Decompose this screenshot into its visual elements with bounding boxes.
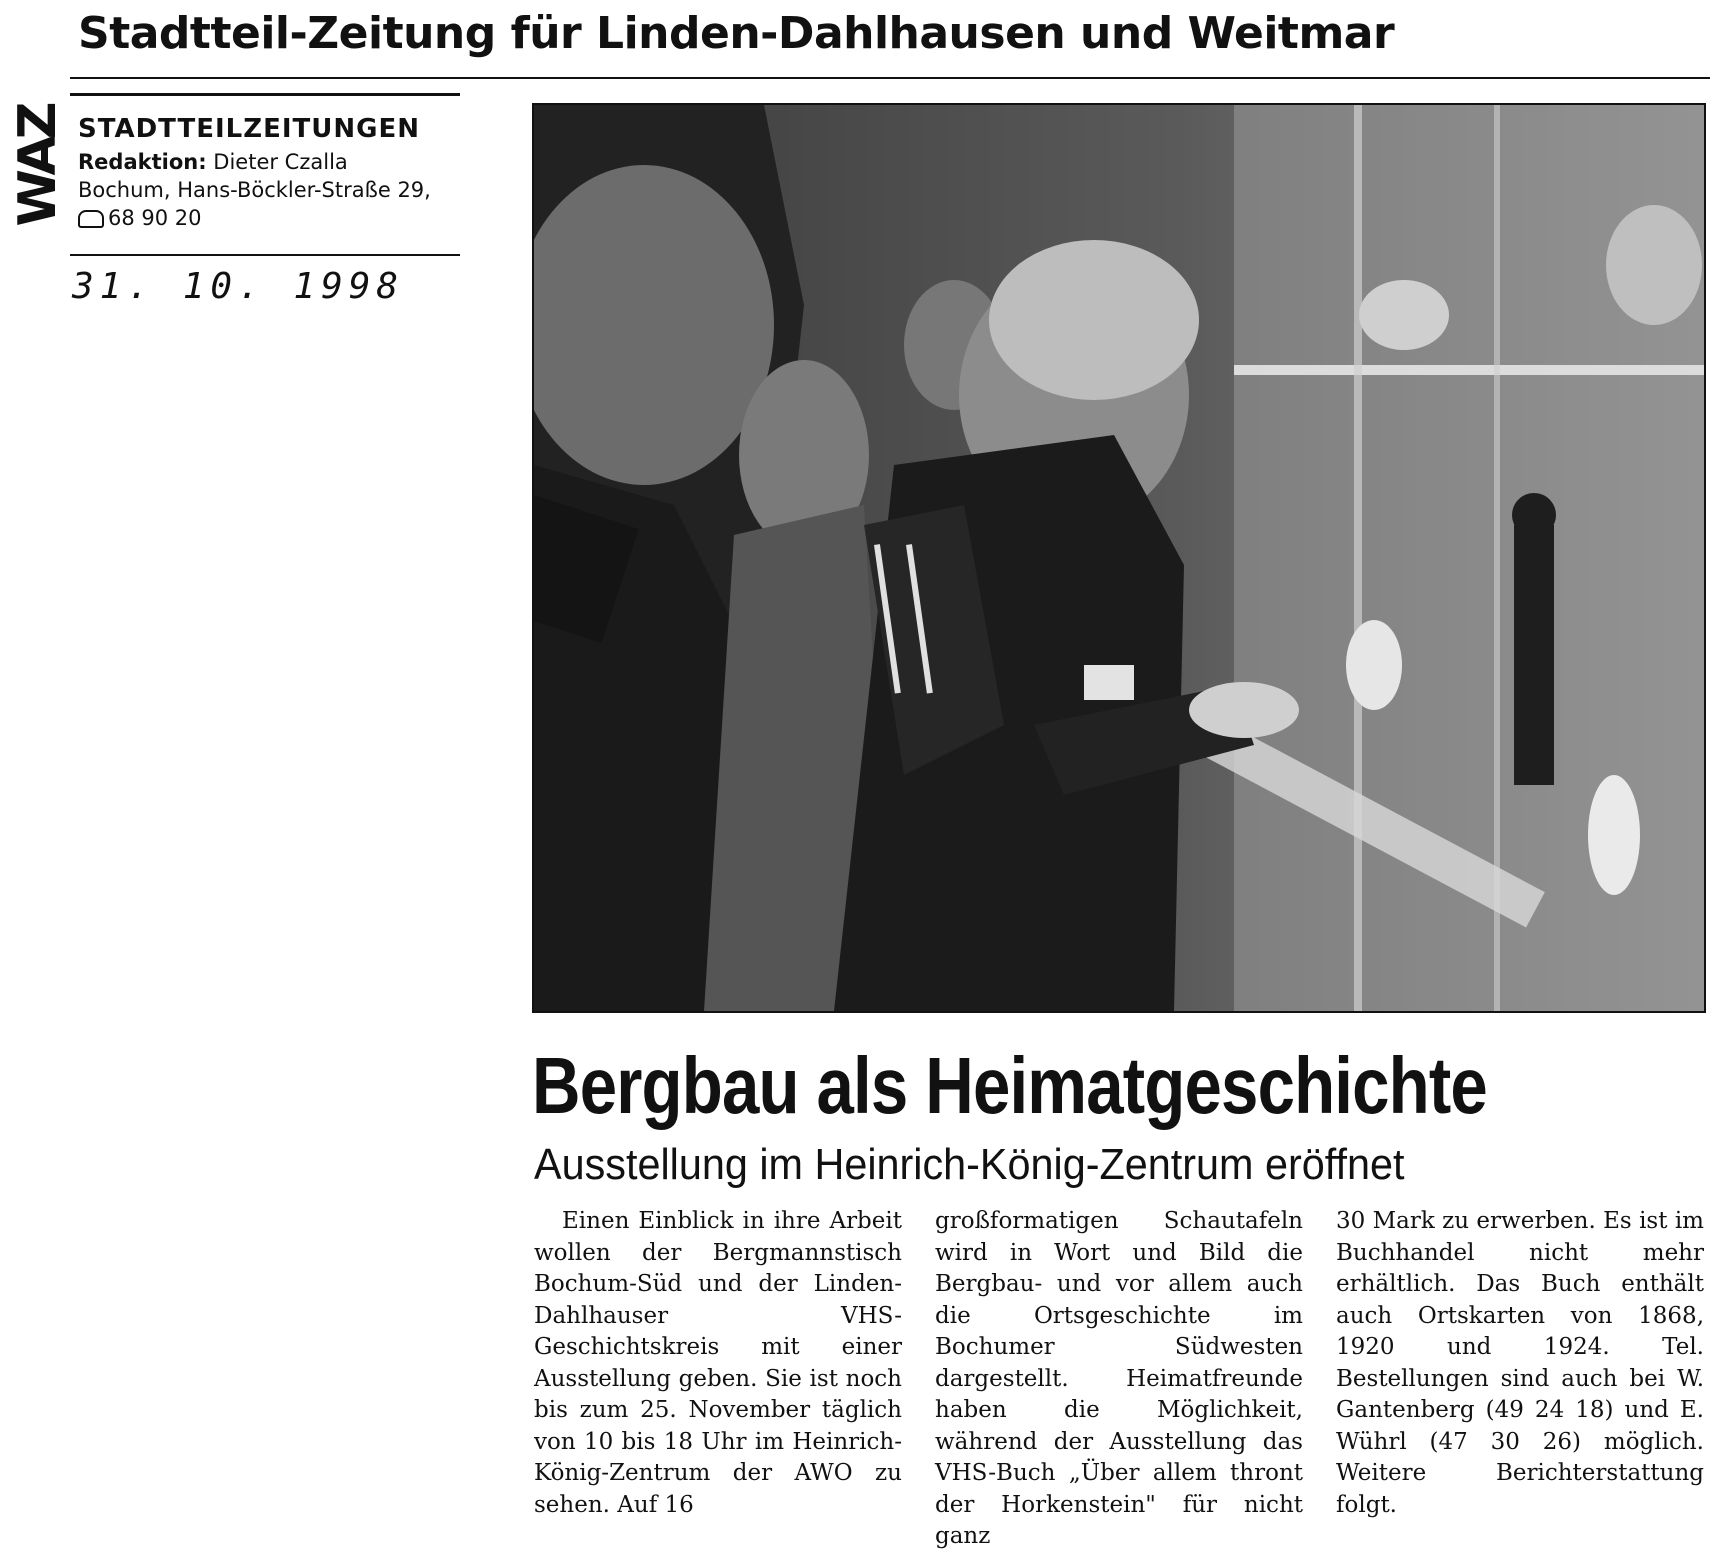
phone-icon	[78, 210, 104, 228]
article-column-1	[534, 1206, 902, 1521]
editor-label: Redaktion:	[78, 150, 207, 174]
column-2-text: großformatigen Schautafeln wird in Wort und Bild die Bergbau- und vor allem auch die Ortsgeschichte im Bochumer Südwesten dargestellt. Heimatfreunde haben die Möglichkeit, während der Ausstellung das VHS-Buch „Über allem thront der Horkenstein" für nicht ganz	[935, 1208, 1303, 1549]
column-3-text: 30 Mark zu erwerben. Es ist im Buchhandel nicht mehr erhältlich. Das Buch enthält auch Ortskarten von 1868, 1920 und 1924. Tel. Bestellungen sind auch bei W. Gantenberg (49 24 18) und E. Wührl (47 30 26) möglich. Weitere Berichterstattung folgt.	[1336, 1208, 1704, 1518]
masthead: Stadtteil-Zeitung für Linden-Dahlhausen und Weitmar	[78, 8, 1395, 59]
section-kicker: STADTTEILZEITUNGEN	[78, 114, 420, 144]
article-photo	[532, 103, 1706, 1013]
address-line: Bochum, Hans-Böckler-Straße 29,	[78, 178, 431, 202]
editor-line	[78, 148, 431, 176]
section-rule-bottom	[70, 254, 460, 256]
photo-illustration	[534, 105, 1704, 1011]
article-subhead: Ausstellung im Heinrich-König-Zentrum eröffnet	[534, 1140, 1405, 1189]
handwritten-date: 31. 10. 1998	[72, 266, 405, 307]
article-column-2	[935, 1206, 1303, 1553]
editor-name: Dieter Czalla	[213, 150, 348, 174]
article-headline: Bergbau als Heimatgeschichte	[532, 1041, 1487, 1130]
section-rule-top	[70, 93, 460, 96]
waz-logo	[8, 66, 68, 266]
phone-line	[78, 204, 431, 232]
column-1-text: Einen Einblick in ihre Arbeit wollen der Bergmannstisch Bochum-Süd und der Linden-Dahlhauser VHS-Geschichtskreis mit einer Ausstellung geben. Sie ist noch bis zum 25. November täglich von 10 bis 18 Uhr im Heinrich-König-Zentrum der AWO zu sehen. Auf 16	[534, 1208, 902, 1518]
editorial-contact	[78, 148, 431, 232]
waz-logo-text: WAZ	[8, 105, 68, 227]
phone-number: 68 90 20	[108, 206, 202, 230]
masthead-rule	[70, 77, 1710, 79]
article-column-3	[1336, 1206, 1704, 1521]
